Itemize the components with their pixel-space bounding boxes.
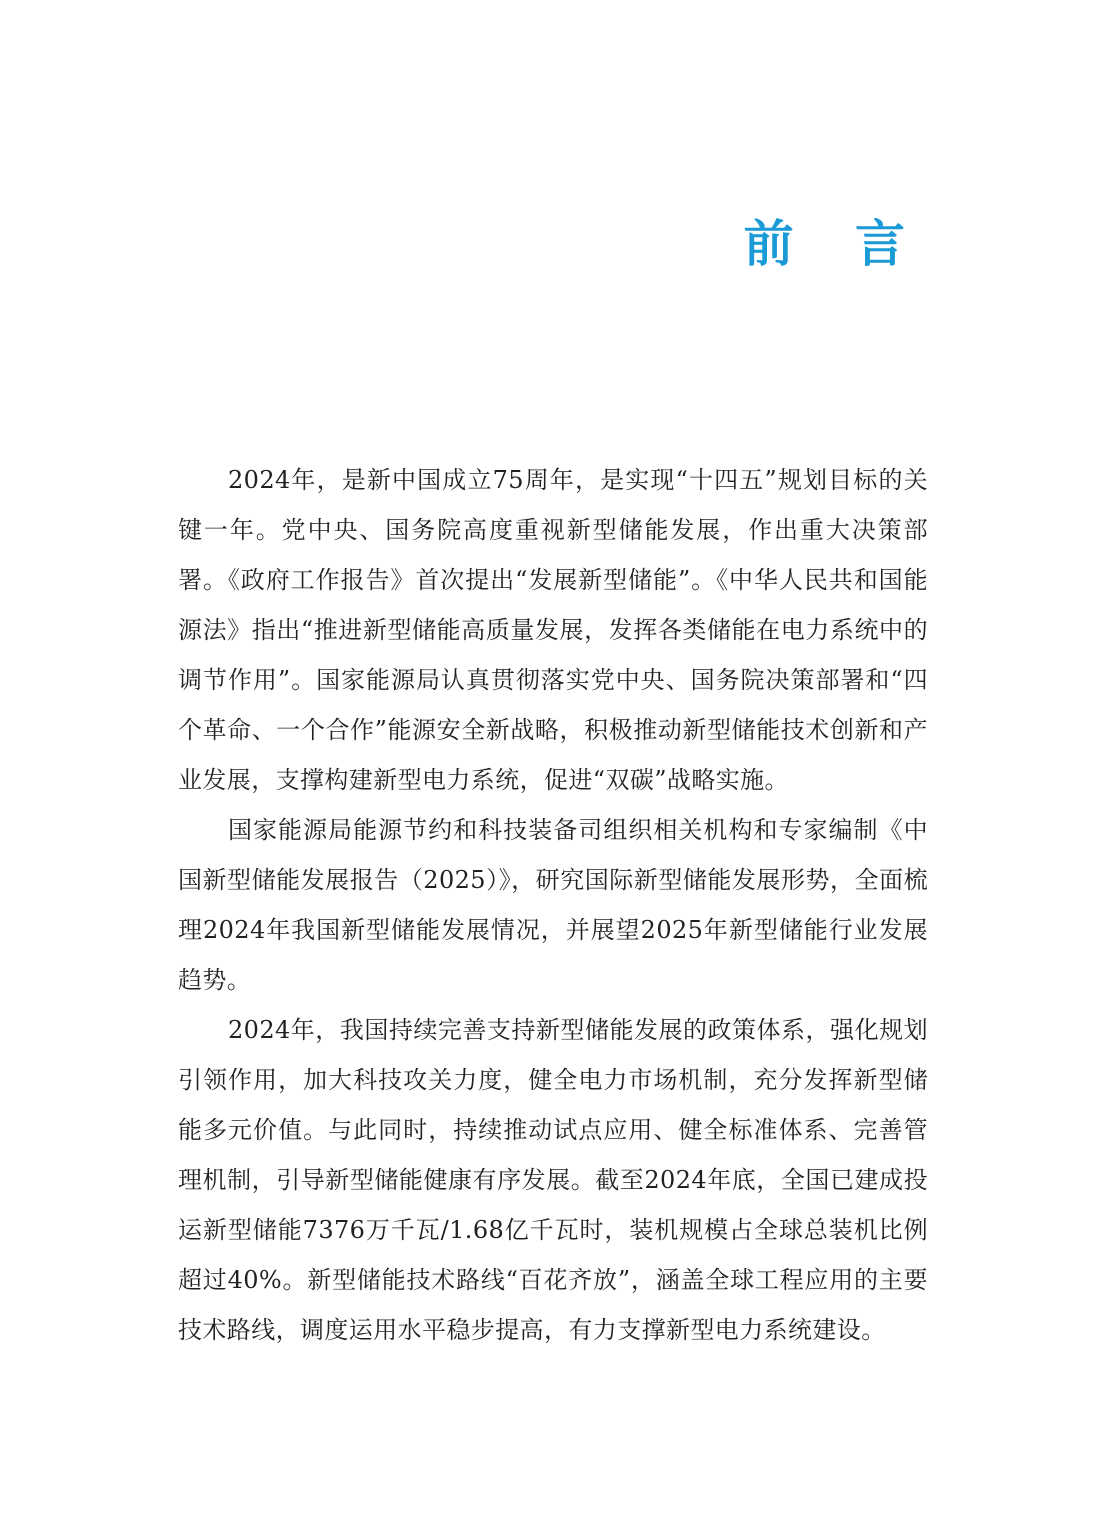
paragraph-3: 2024年，我国持续完善支持新型储能发展的政策体系，强化规划引领作用，加大科技攻关力度，健全电力市场机制，充分发挥新型储能多元价值。与此同时，持续推动试点应用、健全标准体系、完善管理机制，引导新型储能健康有序发展。截至2024年底，全国已建成投运新型储能7376万千瓦/1.68亿千瓦时，装机规模占全球总装机比例超过40%。新型储能技术路线“百花齐放”，涵盖全球工程应用的主要技术路线，调度运用水平稳步提高，有力支撑新型电力系统建设。 (178, 1016, 928, 1344)
page-title: 前 言 (743, 215, 927, 273)
body-text (178, 455, 928, 1355)
paragraph-2: 国家能源局能源节约和科技装备司组织相关机构和专家编制《中国新型储能发展报告（2025）》，研究国际新型储能发展形势，全面梳理2024年我国新型储能发展情况，并展望2025年新型储能行业发展趋势。 (178, 816, 928, 994)
paragraph-1: 2024年，是新中国成立75周年，是实现“十四五”规划目标的关键一年。党中央、国务院高度重视新型储能发展，作出重大决策部署。《政府工作报告》首次提出“发展新型储能”。《中华人民共和国能源法》指出“推进新型储能高质量发展，发挥各类储能在电力系统中的调节作用”。国家能源局认真贯彻落实党中央、国务院决策部署和“四个革命、一个合作”能源安全新战略，积极推动新型储能技术创新和产业发展，支撑构建新型电力系统，促进“双碳”战略实施。 (178, 466, 928, 794)
